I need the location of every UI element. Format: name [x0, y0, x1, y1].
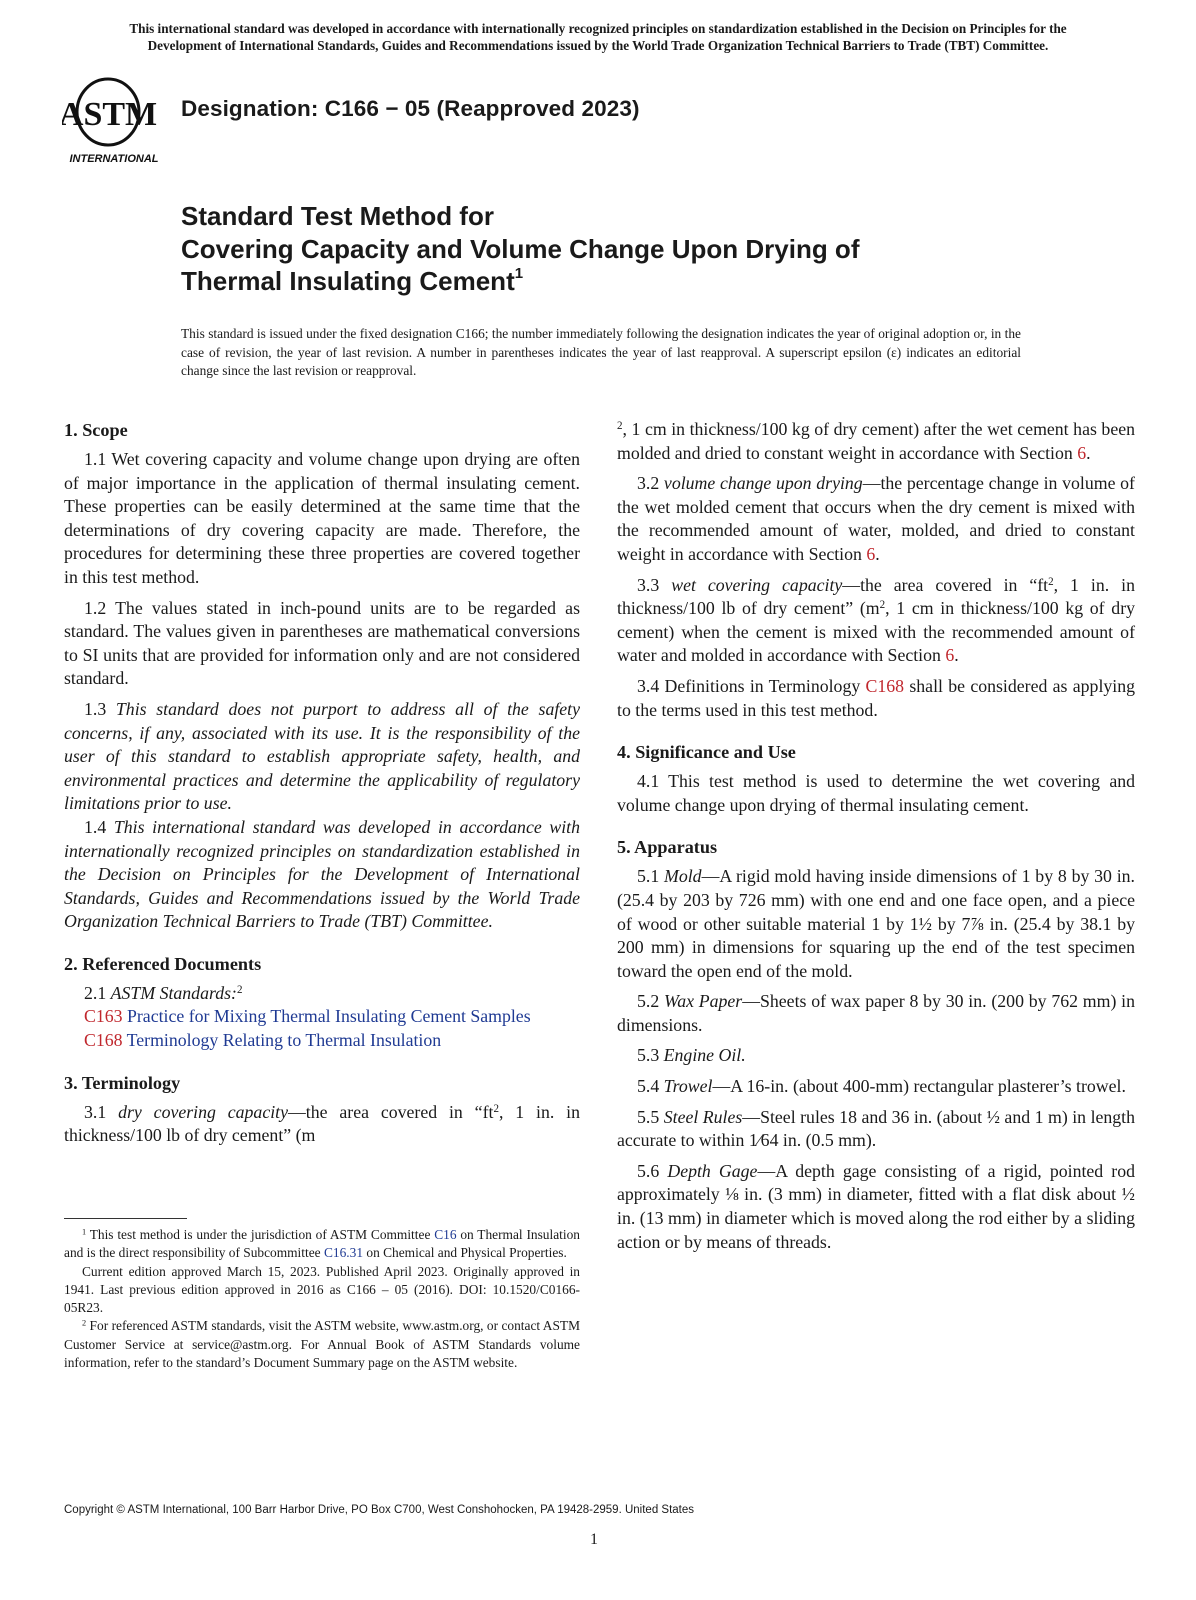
paragraph-number: 1.4 — [84, 816, 114, 837]
footnote-text: This test method is under the jurisdiction of ASTM Committee — [86, 1227, 435, 1242]
paragraph-5-4 — [617, 1075, 1135, 1099]
paragraph-number: 3.3 — [637, 574, 672, 595]
paragraph-text: —A rigid mold having inside dimensions of 1 by 8 by 30 in. (25.4 by 203 by 726 mm) with one end and one face open, and a piece of wood or other suitable material 1 by 1½ by 7⅞ in. (25.4 by 38.1 by 200 mm) in dimensions for squaring up the end of the test specimen toward the open end of the mold. — [617, 866, 1135, 981]
paragraph-3-4 — [617, 675, 1135, 722]
paragraph-2-1 — [64, 982, 580, 1006]
copyright-notice: Copyright © ASTM International, 100 Barr Harbor Drive, PO Box C700, West Conshohocken, PA 19428-2959. United States — [64, 1504, 695, 1516]
document-title — [181, 200, 859, 298]
paragraph-number: 5.6 — [637, 1160, 668, 1181]
section-heading-scope: 1. Scope — [64, 420, 128, 440]
footnote-mark-2[interactable]: 2 — [236, 983, 243, 996]
astm-logo-mark — [62, 76, 166, 168]
paragraph-text: This standard does not purport to address all of the safety concerns, if any, associated with its use. It is the responsibility of the user of this standard to establish appropriate safety, health, and environmental practices and determine the applicability of regulatory limitations prior to use. — [64, 698, 580, 814]
defined-term: dry covering capacity — [118, 1101, 288, 1122]
paragraph-4-1: 4.1 This test method is used to determine the wet covering and volume change upon drying of thermal insulating cement. — [617, 771, 1135, 815]
paragraph-text: , 1 cm in thickness/100 kg of dry cement) when the cement is mixed with the recommended amount of water and molded in accordance with Section — [617, 598, 1136, 666]
footnote-mark: 2 — [82, 1318, 87, 1328]
page-number: 1 — [590, 1531, 598, 1548]
section-link[interactable]: 6 — [1077, 442, 1087, 463]
paragraph-3-1-end: $^2$, 1 cm in thickness/100 kg of dry cement) after the wet cement has been molded and dried to constant weight in accordance with Section 6. — [617, 419, 1135, 463]
reference-title[interactable]: Terminology Relating to Thermal Insulation — [126, 1030, 442, 1051]
footnote-1 — [64, 1226, 580, 1263]
footnotes — [64, 1226, 580, 1372]
footnote-text: volume information, refer to the standard’s Document Summary page on the ASTM website. — [64, 1336, 580, 1371]
paragraph-number: 3.2 — [637, 473, 664, 494]
reference-code[interactable]: C168 — [84, 1030, 123, 1051]
paragraph-text: , 1 in. in thickness/100 lb of dry cement” (m — [617, 574, 1135, 619]
astm-logo — [62, 76, 166, 168]
paragraph-number: 5.2 — [637, 991, 665, 1012]
footnote-text: For referenced ASTM standards, visit the ASTM website, www.astm.org, or contact ASTM Customer Service at service@astm.org. For — [64, 1318, 580, 1352]
paragraph-text: —A depth gage consisting of a rigid, pointed rod approximately ⅛ in. (3 mm) in diameter, fitted with a flat disk about ½ in. (13 mm) in diameter which is moved along the rod either by a sliding action or by means of threads. — [617, 1160, 1135, 1252]
paragraph-text: shall be considered as applying to the terms used in this test method. — [617, 675, 1135, 720]
committee-link[interactable]: C16 — [434, 1227, 457, 1242]
defined-term: wet covering capacity — [671, 574, 843, 595]
logo-subtext: INTERNATIONAL — [69, 153, 159, 165]
issuance-note: This standard is issued under the fixed designation C166; the number immediately following the designation indicates the year of original adoption or, in the case of revision, the year of last revision. A number in parentheses indicates the year of last reapproval. A superscript epsilon (ε) indicates an editorial change since the last revision or reapproval. — [181, 326, 1021, 379]
title-line-2: Covering Capacity and Volume Change Upon Drying of — [181, 233, 860, 264]
paragraph-1-1: 1.1 Wet covering capacity and volume change upon drying are often of major importance in the application of thermal insulating cement. These properties can be easily determined at the same time that the determinations of dry covering capacity are made. Therefore, the procedures for determining these three properties are covered together in this test method. — [64, 449, 580, 587]
paragraph-number: 5.4 — [637, 1076, 664, 1097]
item-term: Mold — [664, 866, 702, 887]
section-link[interactable]: 6 — [945, 645, 955, 666]
paragraph-number: 1.3 — [84, 698, 116, 719]
paragraph-1-4 — [64, 816, 580, 934]
footnote-mark: 1 — [82, 1227, 87, 1237]
footnote-edition: Current edition approved March 15, 2023. Published April 2023. Originally approved in 1941. Last previous edition approved in 2016 as C166 – 05 (2016). DOI: 10.1520/C0166-05R23. — [64, 1263, 580, 1316]
item-term: Steel Rules — [663, 1106, 743, 1127]
paragraph-text: , 1 cm in thickness/100 kg of dry cement) after the wet cement has been molded and dried to constant weight in accordance with Section — [617, 419, 1135, 463]
paragraph-number: 5.1 — [637, 866, 665, 887]
paragraph-5-3 — [617, 1044, 1135, 1068]
footnote-italic: Annual Book of ASTM Standards — [327, 1336, 532, 1352]
right-column — [617, 418, 1135, 1254]
section-link[interactable]: 6 — [866, 543, 876, 564]
paragraph-text: —A 16-in. (about 400-mm) rectangular plasterer’s trowel. — [712, 1076, 1126, 1097]
paragraph-text: —Sheets of wax paper 8 by 30 in. (200 by 762 mm) in dimensions. — [617, 991, 1135, 1035]
section-heading-apparatus: 5. Apparatus — [617, 837, 718, 858]
item-term: Depth Gage — [667, 1160, 758, 1181]
reference-item-c168[interactable] — [84, 1029, 580, 1053]
paragraph-1-3 — [64, 698, 580, 816]
paragraph-5-5 — [617, 1106, 1135, 1153]
paragraph-text: 3.4 Definitions in Terminology — [637, 675, 866, 696]
paragraph-3-1-start: 3.1 dry covering capacity—the area covered in “$ft^2$, 1 in. in thickness/100 lb of dry cement” (m — [64, 1101, 581, 1146]
item-term: Engine Oil. — [663, 1045, 746, 1066]
item-term: Wax Paper — [664, 991, 743, 1012]
paragraph-text: ASTM Standards: — [110, 982, 237, 1003]
footnote-text: on Thermal Insulation and is the direct responsibility of Subcommittee — [64, 1227, 580, 1261]
logo-lettering: ASTM — [62, 96, 158, 133]
title-line-3 — [181, 265, 859, 298]
footnote-2 — [64, 1317, 580, 1372]
international-standard-notice — [62, 21, 1134, 54]
section-heading-referenced-documents: 2. Referenced Documents — [64, 953, 262, 974]
reference-link-c168[interactable]: C168 — [865, 675, 905, 696]
reference-title[interactable]: Practice for Mixing Thermal Insulating Cement Samples — [127, 1006, 531, 1027]
reference-item-c163[interactable] — [84, 1005, 580, 1029]
paragraph-5-1 — [617, 865, 1135, 983]
title-line-3-text: Thermal Insulating Cement — [181, 266, 515, 296]
section-heading-significance: 4. Significance and Use — [617, 742, 796, 763]
paragraph-3-3: 3.3 wet covering capacity—the area covered in “$ft^2$, 1 in. in thickness/100 lb of dry cement” ($m^2$, 1 cm in thickness/100 kg of dry cement) when the cement is mixed with the recommended amount of water and molded in accordance with Section 6. — [617, 574, 1136, 666]
paragraph-1-2: 1.2 The values stated in inch-pound units are to be regarded as standard. The values given in parentheses are mathematical conversions to SI units that are provided for information only and are not considered standard. — [64, 597, 580, 689]
defined-term: volume change upon drying — [663, 473, 863, 494]
paragraph-text: —the area covered in “ft — [288, 1101, 494, 1122]
notice-line-2: Development of International Standards, Guides and Recommendations issued by the World Trade Organization Technical Barriers to Trade (TBT) Committee. — [147, 37, 1049, 53]
subcommittee-link[interactable]: C16.31 — [323, 1245, 364, 1261]
reference-list — [64, 1005, 580, 1052]
left-column — [64, 418, 580, 1148]
item-term: Trowel — [663, 1076, 713, 1097]
reference-code[interactable]: C163 — [84, 1006, 123, 1027]
paragraph-5-6 — [617, 1160, 1135, 1254]
title-footnote-mark[interactable]: 1 — [514, 265, 524, 282]
paragraph-text: This international standard was developed in accordance with internationally recognized principles on standardization established in the Decision on Principles for the Development of International Standards, Guides and Recommendations issued by the World Trade Organization Technical Barriers to Trade (TBT) Committee. — [64, 816, 581, 932]
paragraph-number: 2.1 — [84, 982, 111, 1003]
title-line-1: Standard Test Method for — [181, 201, 494, 231]
paragraph-number: 3.1 — [84, 1101, 119, 1122]
paragraph-text: , 1 in. in thickness/100 lb of dry cement” (m — [64, 1101, 581, 1146]
paragraph-number: 5.3 — [637, 1045, 664, 1066]
paragraph-number: 5.5 — [637, 1106, 664, 1127]
section-heading-terminology: 3. Terminology — [64, 1072, 181, 1093]
paragraph-5-2 — [617, 990, 1135, 1037]
designation: Designation: C166 − 05 (Reapproved 2023) — [181, 96, 640, 121]
paragraph-text: —Steel rules 18 and 36 in. (about ½ and 1 m) in length accurate to within 1⁄64 in. (0.5 mm). — [617, 1106, 1136, 1151]
footnote-text: on Chemical and Physical Properties. — [363, 1245, 567, 1261]
paragraph-text: —the percentage change in volume of the wet molded cement that occurs when the dry cement is mixed with the recommended amount of water, molded, and dried to constant weight in accordance with Section — [617, 473, 1135, 564]
paragraph-text: —the area covered in “ft — [842, 574, 1049, 595]
paragraph-3-2: 3.2 volume change upon drying—the percentage change in volume of the wet molded cement that occurs when the dry cement is mixed with the recommended amount of water, molded, and dried to constant weight in accordance with Section 6. — [617, 473, 1135, 564]
footnote-divider — [64, 1218, 187, 1219]
notice-line-1: This international standard was developed in accordance with internationally recognized principles on standardization established in the Decision on Principles for the — [129, 21, 1067, 36]
